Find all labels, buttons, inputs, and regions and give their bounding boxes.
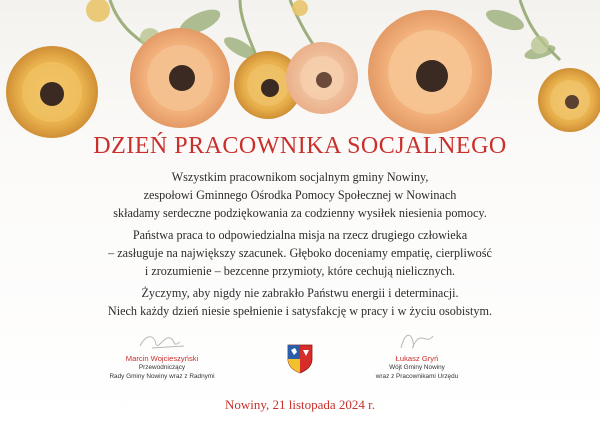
paragraph-thanks — [40, 168, 560, 222]
paragraph-line: i zrozumienie – bezcenne przymioty, które cechują nielicznych. — [144, 264, 456, 278]
signer-role-left: Przewodniczący — [138, 364, 186, 371]
flower-yellow-left — [6, 46, 98, 138]
signature-block-right — [327, 330, 507, 381]
flowers-illustration — [0, 0, 600, 140]
flower-yellow-right — [538, 68, 600, 132]
handwritten-signature-right — [387, 330, 447, 352]
coat-of-arms-icon — [287, 344, 313, 374]
paragraph-wishes — [40, 284, 560, 320]
page-title: DZIEŃ PRACOWNIKA SOCJALNEGO — [93, 133, 507, 159]
signer-role-right: Wójt Gminy Nowiny — [389, 364, 445, 371]
flower-peach-right — [368, 10, 492, 134]
signer-org-left: Rady Gminy Nowiny wraz z Radnymi — [109, 373, 215, 380]
paragraph-line: zespołowi Gminnego Ośrodka Pomocy Społecznej w Nowinach — [143, 188, 457, 202]
handwritten-signature-left — [132, 330, 192, 352]
signature-block-left — [72, 330, 252, 381]
paragraph-line: składamy serdeczne podziękowania za codzienny wysiłek niesienia pomocy. — [113, 206, 487, 220]
signer-name-left: Marcin Wojcieszyński — [125, 354, 199, 363]
signer-name-right: Łukasz Gryń — [395, 354, 439, 363]
paragraph-line: Wszystkim pracownikom socjalnym gminy Nowiny, — [171, 170, 429, 184]
paragraph-line: – zasługuje na największy szacunek. Głęboko doceniamy empatię, cierpliwość — [108, 246, 492, 260]
flower-peach-left — [130, 28, 230, 128]
paragraph-line: Życzymy, aby nigdy nie zabrakło Państwu energii i determinacji. — [141, 286, 459, 300]
paragraph-line: Niech każdy dzień niesie spełnienie i satysfakcję w pracy i w życiu osobistym. — [107, 304, 493, 318]
flower-soft-center — [286, 42, 358, 114]
paragraph-mission — [40, 226, 560, 280]
date-line: Nowiny, 21 listopada 2024 r. — [224, 397, 376, 412]
paragraph-line: Państwa praca to odpowiedzialna misja na rzecz drugiego człowieka — [132, 228, 468, 242]
signer-org-right: wraz z Pracownikami Urzędu — [375, 373, 459, 380]
